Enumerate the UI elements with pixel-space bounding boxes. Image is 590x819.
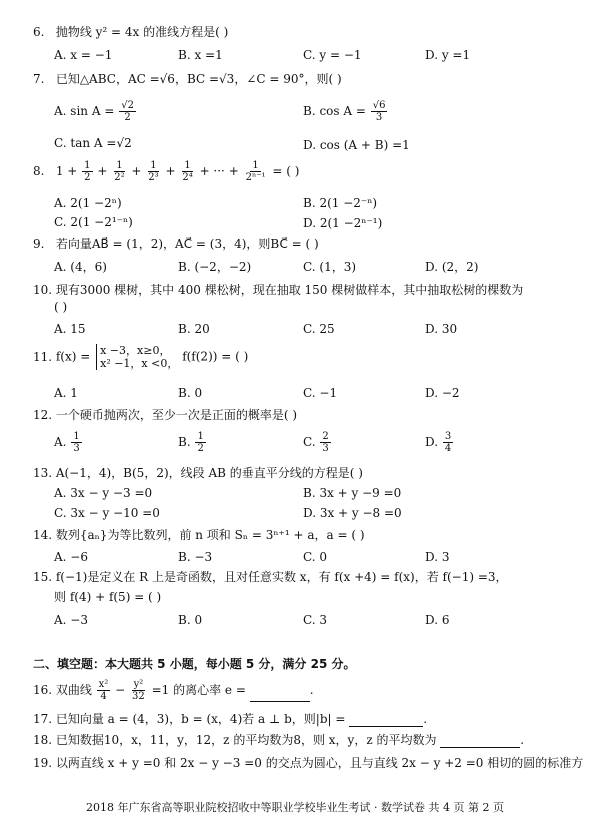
fraction: $\frac{√6}{3}$ (372, 100, 386, 123)
question-stem: 已知△ABC，AC =√6，BC =√3，∠C = 90°，则( ) (55, 72, 342, 86)
question-stem: 数列{aₙ}为等比数列，前 n 项和 Sₙ = 3ⁿ⁺¹ + a，a = ( ) (55, 528, 365, 542)
option-a: A. 1 (54, 386, 78, 400)
option-a: A. 15 (54, 322, 86, 336)
option-b: B. 2(1 −2⁻ⁿ) (303, 196, 378, 210)
option-b: B. 20 (178, 322, 210, 336)
option-d: D. 3x + y −8 =0 (303, 506, 402, 520)
question-number: 11. (33, 349, 53, 364)
option-d: D. 30 (425, 322, 458, 336)
option-a: A. (4，6) (54, 260, 107, 274)
question-stem: 以两直线 x + y =0 和 2x − y −3 =0 的交点为圆心，且与直线 2x − y +2 =0 相切的圆的标准方 (55, 756, 584, 770)
question-number: 15. (33, 570, 53, 584)
option-c: C. −1 (303, 386, 338, 400)
option-d: D. 3 (425, 550, 450, 564)
question-14 (33, 527, 365, 543)
option-d: D. 6 (425, 613, 450, 627)
fraction: $\frac{1}{\text{2⁴}}$ (182, 160, 193, 183)
question-number: 16. (33, 683, 53, 697)
option-d: D. (2，2) (425, 260, 479, 274)
question-number: 14. (33, 528, 53, 542)
option-a: A. x = −1 (54, 48, 113, 62)
fraction: $\frac{\text{x²}}{4}$ (98, 679, 109, 702)
option-c: C. (1，3) (303, 260, 357, 274)
option-b: B. 3x + y −9 =0 (303, 486, 402, 500)
question-18: 18. 已知数据10，x，11，y，12，z 的平均数为8，则 x，y，z 的平均数为 . (33, 733, 525, 747)
option-a: A. −6 (54, 550, 88, 564)
question-15 (33, 569, 508, 585)
question-stem: 抛物线 y² = 4x 的准线方程是( ) (55, 25, 229, 39)
question-11: 11. f(x) = x −3，x≥0， x² −1，x <0， f(f(2)) = ( ) (33, 344, 249, 370)
option-c: C. y = −1 (303, 48, 362, 62)
option-b: B. x =1 (178, 48, 223, 62)
option-a: A. sin A = $\frac{√2}{2}$ (54, 100, 134, 123)
question-number: 17. (33, 712, 53, 726)
question-stem: 现有3000 棵树，其中 400 棵松树，现在抽取 150 棵树做样本，其中抽取松树的棵数为 (55, 283, 524, 297)
question-stem-cont: ( ) (54, 300, 68, 314)
question-17: 17. 已知向量 a = (4，3)，b = (x，4)若 a ⊥ b，则|b| = . (33, 712, 428, 726)
question-stem: 一个硬币抛两次，至少一次是正面的概率是( ) (55, 408, 298, 422)
option-b: B. $\frac{1}{2}$ (178, 431, 204, 454)
option-c: C. 2(1 −2¹⁻ⁿ) (54, 215, 133, 229)
fraction: $\frac{1}{2}$ (84, 160, 91, 183)
fraction: $\frac{√2}{2}$ (121, 100, 134, 123)
page-footer: 2018 年广东省高等职业院校招收中等职业学校毕业生考试 · 数学试卷 共 4 页 第 2 页 (86, 801, 504, 814)
question-stem: f(−1)是定义在 R 上是奇函数，且对任意实数 x，有 f(x +4) = f(x)，若 f(−1) =3， (55, 570, 508, 584)
question-number: 9. (33, 237, 45, 251)
fraction: $\frac{1}{\text{2²}}$ (114, 160, 125, 183)
question-7 (33, 71, 342, 87)
fraction: $\frac{1}{\text{2³}}$ (148, 160, 159, 183)
option-c: C. 3x − y −10 =0 (54, 506, 160, 520)
question-number: 18. (33, 733, 53, 747)
question-13 (33, 465, 363, 481)
question-number: 6. (33, 25, 45, 39)
question-9 (33, 236, 319, 252)
option-d: D. 2(1 −2ⁿ⁻¹) (303, 216, 383, 230)
option-c: C. 25 (303, 322, 335, 336)
question-12 (33, 407, 297, 423)
option-d: D. −2 (425, 386, 460, 400)
option-d: D. cos (A + B) =1 (303, 138, 410, 152)
option-a: A. 2(1 −2ⁿ) (54, 196, 122, 210)
option-a: A. $\frac{1}{3}$ (54, 431, 80, 454)
question-number: 19. (33, 756, 53, 770)
option-b: B. 0 (178, 613, 203, 627)
question-stem: 若向量AB⃗ = (1，2)，AC⃗ = (3，4)，则BC⃗ = ( ) (55, 237, 319, 251)
section-heading: 二、填空题：本大题共 5 小题，每小题 5 分，满分 25 分。 (33, 657, 356, 671)
question-19 (33, 755, 583, 771)
question-stem: A(−1，4)，B(5，2)，线段 AB 的垂直平分线的方程是( ) (55, 466, 363, 480)
piecewise: x −3，x≥0， x² −1，x <0， (96, 344, 178, 370)
question-6 (33, 24, 228, 40)
question-stem: 已知向量 a = (4，3)，b = (x，4)若 a ⊥ b，则|b| = (55, 712, 346, 726)
option-b: B. −3 (178, 550, 213, 564)
answer-blank[interactable] (440, 735, 520, 748)
fraction: $\frac{1}{\text{2ⁿ⁻¹}}$ (245, 160, 266, 183)
answer-blank[interactable] (349, 714, 423, 727)
question-number: 7. (33, 72, 45, 86)
option-c: C. 3 (303, 613, 328, 627)
question-number: 8. (33, 164, 45, 178)
option-c: C. $\frac{2}{3}$ (303, 431, 329, 454)
question-number: 10. (33, 283, 53, 297)
question-number: 13. (33, 466, 53, 480)
option-b: B. cos A = $\frac{√6}{3}$ (303, 100, 386, 123)
option-d: D. y =1 (425, 48, 471, 62)
question-16: 16. 双曲线 $\frac{\text{x²}}{4}$ − $\frac{\text{y²}}{32}$ =1 的离心率 e = . (33, 679, 314, 702)
answer-blank[interactable] (250, 689, 310, 702)
question-8: 8. 1 + $\frac{1}{2}$ + $\frac{1}{\text{2²}}$ + $\frac{1}{\text{2³}}$ + $\frac{1}{\text{2⁴}}$ + ··· + $\frac{1}{\text{2ⁿ⁻¹}}$ = ( ) (33, 160, 300, 183)
question-10 (33, 282, 523, 298)
question-number: 12. (33, 408, 53, 422)
option-b: B. 0 (178, 386, 203, 400)
option-a: A. 3x − y −3 =0 (54, 486, 153, 500)
question-stem-cont: 则 f(4) + f(5) = ( ) (54, 590, 162, 604)
fraction: $\frac{\text{y²}}{32}$ (132, 679, 145, 702)
option-b: B. (−2，−2) (178, 260, 252, 274)
option-d: D. $\frac{3}{4}$ (425, 431, 452, 454)
question-stem: 已知数据10，x，11，y，12，z 的平均数为8，则 x，y，z 的平均数为 (55, 733, 437, 747)
option-c: C. tan A =√2 (54, 136, 132, 150)
option-a: A. −3 (54, 613, 88, 627)
option-c: C. 0 (303, 550, 328, 564)
